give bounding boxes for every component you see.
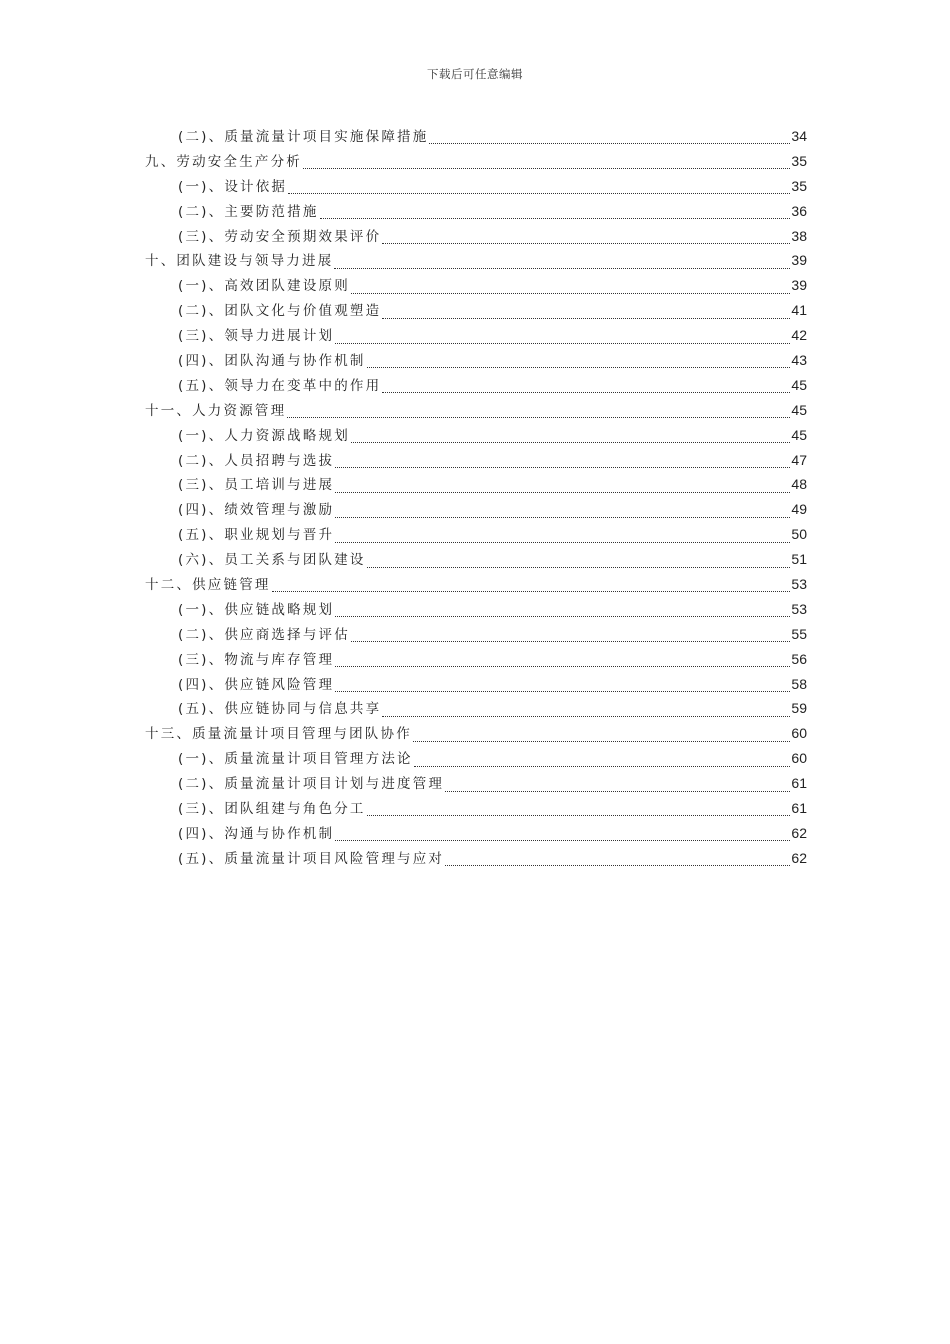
toc-dot-leader <box>351 286 790 294</box>
toc-entry-title: (一)、质量流量计项目管理方法论 <box>178 751 413 768</box>
toc-page-number: 60 <box>791 725 807 742</box>
toc-section-entry[interactable] <box>145 472 807 497</box>
toc-dot-leader <box>334 261 790 269</box>
toc-entry-title: (二)、主要防范措施 <box>178 203 319 220</box>
toc-dot-leader <box>288 186 790 194</box>
toc-entry-title: (二)、供应商选择与评估 <box>178 626 350 643</box>
toc-page-number: 55 <box>791 625 807 642</box>
toc-page-number: 35 <box>791 177 807 194</box>
toc-entry-title: 九、劳动安全生产分析 <box>145 153 302 170</box>
toc-chapter-entry[interactable] <box>145 149 807 174</box>
toc-entry-title: (四)、沟通与协作机制 <box>178 825 335 842</box>
toc-dot-leader <box>382 709 790 717</box>
toc-entry-title: (三)、团队组建与角色分工 <box>178 801 366 818</box>
toc-dot-leader <box>414 759 791 767</box>
toc-entry-title: (四)、绩效管理与激励 <box>178 502 335 519</box>
toc-entry-title: (二)、人员招聘与选拔 <box>178 452 335 469</box>
toc-section-entry[interactable] <box>145 199 807 224</box>
toc-page-number: 61 <box>791 775 807 792</box>
toc-page-number: 42 <box>791 327 807 344</box>
toc-dot-leader <box>272 584 791 592</box>
toc-entry-title: (三)、物流与库存管理 <box>178 651 335 668</box>
toc-page-number: 41 <box>791 302 807 319</box>
toc-section-entry[interactable] <box>145 821 807 846</box>
toc-page-number: 45 <box>791 376 807 393</box>
toc-section-entry[interactable] <box>145 771 807 796</box>
toc-section-entry[interactable] <box>145 224 807 249</box>
toc-chapter-entry[interactable] <box>145 248 807 273</box>
toc-section-entry[interactable] <box>145 323 807 348</box>
toc-entry-title: (一)、人力资源战略规划 <box>178 427 350 444</box>
toc-chapter-entry[interactable] <box>145 721 807 746</box>
toc-dot-leader <box>303 161 790 169</box>
toc-entry-title: (二)、质量流量计项目实施保障措施 <box>178 129 429 145</box>
toc-entry-title: (四)、团队沟通与协作机制 <box>178 353 366 370</box>
toc-page-number: 59 <box>791 700 807 717</box>
toc-section-entry[interactable] <box>145 174 807 199</box>
toc-entry-title: (五)、质量流量计项目风险管理与应对 <box>178 850 445 867</box>
toc-dot-leader <box>335 535 790 543</box>
toc-section-entry[interactable] <box>145 522 807 547</box>
toc-entry-title: 十一、人力资源管理 <box>145 402 287 419</box>
toc-entry-title: (五)、供应链协同与信息共享 <box>178 701 382 718</box>
toc-page-number: 61 <box>791 800 807 817</box>
toc-page-number: 62 <box>791 824 807 841</box>
toc-chapter-entry[interactable] <box>145 398 807 423</box>
toc-section-entry[interactable] <box>145 497 807 522</box>
toc-page-number: 49 <box>791 501 807 518</box>
toc-entry-title: 十二、供应链管理 <box>145 577 271 594</box>
toc-entry-title: (一)、供应链战略规划 <box>178 601 335 618</box>
toc-dot-leader <box>367 560 791 568</box>
toc-page-number: 38 <box>791 227 807 244</box>
page-header: 下载后可任意编辑 <box>427 67 523 81</box>
toc-page-number: 45 <box>791 401 807 418</box>
toc-entry-title: (五)、职业规划与晋升 <box>178 527 335 544</box>
toc-dot-leader <box>367 808 791 816</box>
toc-section-entry[interactable] <box>145 448 807 473</box>
toc-page-number: 53 <box>791 576 807 593</box>
toc-dot-leader <box>335 485 790 493</box>
toc-dot-leader <box>335 460 790 468</box>
toc-dot-leader <box>335 659 790 667</box>
toc-dot-leader <box>445 784 790 792</box>
toc-page-number: 39 <box>791 277 807 294</box>
toc-entry-title: (五)、领导力在变革中的作用 <box>178 377 382 394</box>
toc-dot-leader <box>429 136 790 144</box>
toc-section-entry[interactable] <box>145 273 807 298</box>
toc-page-number: 45 <box>791 426 807 443</box>
toc-page-number: 35 <box>791 152 807 169</box>
toc-page-number: 60 <box>791 750 807 767</box>
table-of-contents <box>145 124 807 871</box>
toc-dot-leader <box>335 833 790 841</box>
toc-section-entry[interactable] <box>145 298 807 323</box>
toc-section-entry[interactable] <box>145 796 807 821</box>
toc-section-entry[interactable] <box>145 348 807 373</box>
toc-page-number: 50 <box>791 526 807 543</box>
toc-section-entry[interactable] <box>145 647 807 672</box>
toc-dot-leader <box>382 236 790 244</box>
toc-section-entry[interactable] <box>145 622 807 647</box>
toc-chapter-entry[interactable] <box>145 572 807 597</box>
toc-page-number: 53 <box>791 600 807 617</box>
toc-section-entry[interactable] <box>145 696 807 721</box>
toc-page-number: 36 <box>791 202 807 219</box>
toc-section-entry[interactable] <box>145 373 807 398</box>
toc-section-entry[interactable] <box>145 846 807 871</box>
toc-entry-title: 十、团队建设与领导力进展 <box>145 253 334 270</box>
toc-section-entry[interactable] <box>145 746 807 771</box>
toc-dot-leader <box>335 684 790 692</box>
toc-section-entry[interactable] <box>145 672 807 697</box>
toc-dot-leader <box>351 435 790 443</box>
toc-page-number: 43 <box>791 352 807 369</box>
toc-dot-leader <box>351 634 790 642</box>
toc-entry-title: 十三、质量流量计项目管理与团队协作 <box>145 726 412 743</box>
toc-dot-leader <box>335 609 790 617</box>
toc-section-entry[interactable] <box>145 547 807 572</box>
toc-dot-leader <box>413 734 791 742</box>
toc-entry-title: (三)、员工培训与进展 <box>178 477 335 494</box>
toc-section-entry[interactable] <box>145 597 807 622</box>
toc-dot-leader <box>382 311 790 319</box>
toc-page-number: 48 <box>791 476 807 493</box>
toc-section-entry[interactable] <box>145 423 807 448</box>
toc-page-number: 58 <box>791 675 807 692</box>
toc-dot-leader <box>287 410 790 418</box>
toc-page-number: 56 <box>791 650 807 667</box>
toc-entry-title: (六)、员工关系与团队建设 <box>178 552 366 569</box>
toc-section-entry[interactable] <box>145 124 807 149</box>
toc-page-number: 51 <box>791 551 807 568</box>
toc-page-number: 34 <box>791 128 807 144</box>
toc-entry-title: (三)、领导力进展计划 <box>178 328 335 345</box>
toc-page-number: 47 <box>791 451 807 468</box>
toc-dot-leader <box>367 360 791 368</box>
toc-entry-title: (三)、劳动安全预期效果评价 <box>178 228 382 245</box>
toc-entry-title: (一)、高效团队建设原则 <box>178 278 350 295</box>
toc-page-number: 62 <box>791 849 807 866</box>
toc-dot-leader <box>335 336 790 344</box>
toc-dot-leader <box>445 858 790 866</box>
toc-dot-leader <box>335 510 790 518</box>
toc-entry-title: (四)、供应链风险管理 <box>178 676 335 693</box>
toc-page-number: 39 <box>791 252 807 269</box>
toc-dot-leader <box>320 211 791 219</box>
toc-dot-leader <box>382 385 790 393</box>
toc-entry-title: (二)、团队文化与价值观塑造 <box>178 303 382 320</box>
toc-entry-title: (二)、质量流量计项目计划与进度管理 <box>178 776 445 793</box>
toc-entry-title: (一)、设计依据 <box>178 178 288 195</box>
